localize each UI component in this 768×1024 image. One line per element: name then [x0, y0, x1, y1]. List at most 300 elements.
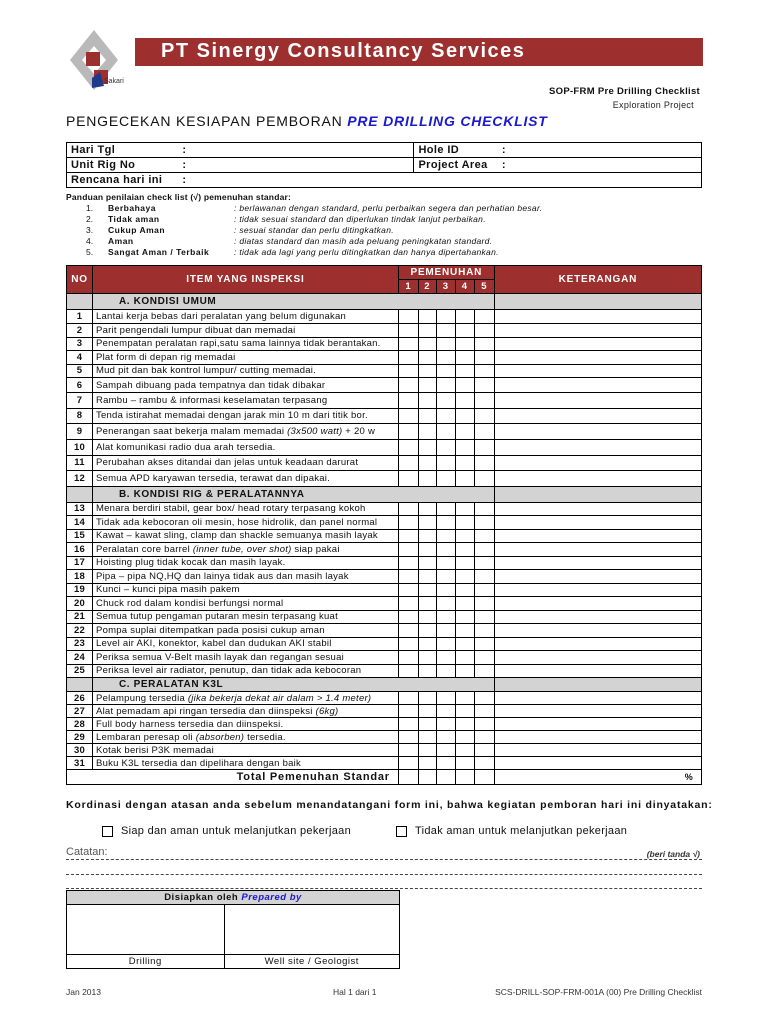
score-cell-2[interactable]: [418, 624, 436, 638]
total-score-1[interactable]: [398, 770, 418, 785]
section-title: C. PERALATAN K3L: [92, 678, 494, 692]
score-cell-5[interactable]: [474, 664, 494, 678]
page-title: [66, 113, 548, 129]
item-text: Penempatan peralatan rapi,satu sama lainnya tidak berantakan.: [95, 338, 381, 350]
table-row: [67, 516, 702, 530]
inspection-item: [92, 455, 398, 471]
inspection-item: [92, 624, 398, 638]
keterangan-cell[interactable]: [494, 597, 701, 611]
beri-tanda-note: (beri tanda √): [646, 849, 700, 859]
score-cell-2[interactable]: [418, 324, 436, 338]
sign-drilling-label: Drilling: [67, 955, 225, 969]
score-cell-5[interactable]: [474, 610, 494, 624]
keterangan-cell[interactable]: [494, 570, 701, 584]
inspection-item: [92, 351, 398, 365]
hole-id-label: Hole ID: [414, 143, 498, 158]
score-cell-1[interactable]: [398, 664, 418, 678]
guide-label: Cukup Aman: [108, 225, 166, 235]
table-row: [67, 502, 702, 516]
score-cell-3[interactable]: [436, 570, 455, 584]
score-cell-2[interactable]: [418, 471, 436, 487]
score-cell-1[interactable]: [398, 597, 418, 611]
inspection-item: [92, 364, 398, 378]
guide-desc: : sesuai standar dan perlu ditingkatkan.: [234, 225, 394, 235]
score-cell-5[interactable]: [474, 651, 494, 665]
score-cell-4[interactable]: [455, 393, 474, 409]
item-text: Kunci – kunci pipa masih pakem: [95, 584, 240, 596]
score-cell-1[interactable]: [398, 637, 418, 651]
score-cell-2[interactable]: [418, 637, 436, 651]
score-cell-1[interactable]: [398, 705, 418, 718]
score-cell-4[interactable]: [455, 408, 474, 424]
guide-row: [66, 203, 706, 214]
table-row: [67, 408, 702, 424]
score-cell-3[interactable]: [436, 364, 455, 378]
score-cell-1[interactable]: [398, 744, 418, 757]
option-not-ready[interactable]: [396, 825, 627, 837]
total-score-2[interactable]: [418, 770, 436, 785]
item-text: Mud pit dan bak kontrol lumpur/ cutting memadai.: [95, 365, 317, 377]
score-cell-2[interactable]: [418, 731, 436, 744]
score-cell-3[interactable]: [436, 337, 455, 351]
table-row: [67, 310, 702, 324]
keterangan-cell[interactable]: [494, 364, 701, 378]
score-cell-1[interactable]: [398, 516, 418, 530]
total-score-3[interactable]: [436, 770, 455, 785]
keterangan-cell[interactable]: [494, 731, 701, 744]
row-number: 3: [67, 337, 93, 351]
guide-label: Aman: [108, 236, 134, 246]
catatan-line-3[interactable]: [66, 888, 702, 889]
score-cell-2[interactable]: [418, 424, 436, 440]
score-header-5: 5: [474, 280, 494, 294]
score-cell-4[interactable]: [455, 692, 474, 705]
item-text: Semua APD karyawan tersedia, terawat dan dipakai.: [95, 472, 331, 484]
score-cell-5[interactable]: [474, 324, 494, 338]
score-cell-2[interactable]: [418, 364, 436, 378]
row-number: 1: [67, 310, 93, 324]
score-cell-1[interactable]: [398, 324, 418, 338]
score-cell-3[interactable]: [436, 529, 455, 543]
keterangan-cell[interactable]: [494, 502, 701, 516]
score-cell-5[interactable]: [474, 364, 494, 378]
item-text: Pelampung tersedia: [95, 692, 188, 704]
score-cell-2[interactable]: [418, 502, 436, 516]
inspection-item: [92, 337, 398, 351]
score-cell-2[interactable]: [418, 408, 436, 424]
inspection-item: [92, 610, 398, 624]
company-banner: [135, 38, 703, 66]
score-cell-3[interactable]: [436, 408, 455, 424]
score-cell-3[interactable]: [436, 664, 455, 678]
score-cell-5[interactable]: [474, 529, 494, 543]
score-cell-4[interactable]: [455, 516, 474, 530]
keterangan-cell[interactable]: [494, 705, 701, 718]
score-cell-4[interactable]: [455, 543, 474, 557]
score-cell-3[interactable]: [436, 324, 455, 338]
inspection-item: [92, 757, 398, 770]
score-cell-1[interactable]: [398, 351, 418, 365]
row-number: 4: [67, 351, 93, 365]
score-cell-5[interactable]: [474, 516, 494, 530]
score-cell-3[interactable]: [436, 424, 455, 440]
section-keterangan-cell: [494, 678, 701, 692]
score-cell-4[interactable]: [455, 664, 474, 678]
score-cell-3[interactable]: [436, 744, 455, 757]
score-cell-4[interactable]: [455, 529, 474, 543]
table-row: [67, 718, 702, 731]
score-cell-1[interactable]: [398, 424, 418, 440]
score-cell-4[interactable]: [455, 637, 474, 651]
score-cell-2[interactable]: [418, 529, 436, 543]
score-cell-1[interactable]: [398, 440, 418, 456]
score-cell-1[interactable]: [398, 364, 418, 378]
score-cell-1[interactable]: [398, 393, 418, 409]
score-cell-1[interactable]: [398, 310, 418, 324]
score-cell-2[interactable]: [418, 705, 436, 718]
score-cell-2[interactable]: [418, 583, 436, 597]
score-cell-3[interactable]: [436, 692, 455, 705]
score-cell-2[interactable]: [418, 543, 436, 557]
not-ready-checkbox[interactable]: [396, 826, 407, 837]
score-cell-3[interactable]: [436, 440, 455, 456]
score-cell-5[interactable]: [474, 543, 494, 557]
score-cell-4[interactable]: [455, 624, 474, 638]
score-cell-5[interactable]: [474, 731, 494, 744]
score-cell-3[interactable]: [436, 455, 455, 471]
score-cell-3[interactable]: [436, 624, 455, 638]
sign-geologist-label: Well site / Geologist: [224, 955, 400, 969]
section-no-cell: [67, 486, 93, 502]
rencana-label: Rencana hari ini: [67, 173, 179, 188]
company-name: PT Sinergy Consultancy Services: [161, 40, 526, 62]
score-cell-1[interactable]: [398, 337, 418, 351]
catatan-line-2[interactable]: [66, 874, 702, 875]
section-no-cell: [67, 678, 93, 692]
score-cell-3[interactable]: [436, 757, 455, 770]
hari-tgl-field[interactable]: :: [178, 143, 414, 158]
keterangan-cell[interactable]: [494, 637, 701, 651]
score-cell-5[interactable]: [474, 310, 494, 324]
score-cell-3[interactable]: [436, 378, 455, 393]
score-cell-2[interactable]: [418, 455, 436, 471]
score-cell-5[interactable]: [474, 378, 494, 393]
keterangan-cell[interactable]: [494, 583, 701, 597]
row-number: 13: [67, 502, 93, 516]
score-cell-1[interactable]: [398, 556, 418, 570]
score-cell-3[interactable]: [436, 351, 455, 365]
keterangan-cell[interactable]: [494, 718, 701, 731]
inspection-item: [92, 637, 398, 651]
score-cell-3[interactable]: [436, 471, 455, 487]
score-cell-1[interactable]: [398, 692, 418, 705]
score-cell-2[interactable]: [418, 440, 436, 456]
keterangan-cell[interactable]: [494, 529, 701, 543]
score-cell-5[interactable]: [474, 692, 494, 705]
keterangan-cell[interactable]: [494, 757, 701, 770]
guide-title: Panduan penilaian check list (√) pemenuhan standar:: [66, 192, 292, 202]
project-area-field[interactable]: :: [498, 158, 702, 173]
hole-id-field[interactable]: :: [498, 143, 702, 158]
table-row: [67, 692, 702, 705]
unit-rig-field[interactable]: :: [178, 158, 414, 173]
keterangan-cell[interactable]: [494, 692, 701, 705]
score-cell-5[interactable]: [474, 705, 494, 718]
score-cell-1[interactable]: [398, 651, 418, 665]
coordination-statement: Kordinasi dengan atasan anda sebelum menandatangani form ini, bahwa kegiatan pemboran hari ini dinyatakan:: [66, 799, 713, 811]
score-cell-1[interactable]: [398, 471, 418, 487]
score-cell-5[interactable]: [474, 757, 494, 770]
keterangan-cell[interactable]: [494, 378, 701, 393]
item-text: Full body harness tersedia dan diinspeksi.: [95, 718, 284, 730]
score-cell-3[interactable]: [436, 731, 455, 744]
score-cell-2[interactable]: [418, 692, 436, 705]
score-cell-2[interactable]: [418, 393, 436, 409]
table-row: [67, 324, 702, 338]
score-cell-2[interactable]: [418, 570, 436, 584]
score-cell-5[interactable]: [474, 556, 494, 570]
score-cell-2[interactable]: [418, 556, 436, 570]
score-cell-2[interactable]: [418, 744, 436, 757]
score-cell-1[interactable]: [398, 408, 418, 424]
score-cell-2[interactable]: [418, 597, 436, 611]
score-cell-5[interactable]: [474, 337, 494, 351]
score-cell-2[interactable]: [418, 351, 436, 365]
rencana-field[interactable]: :: [178, 173, 701, 188]
inspection-item: [92, 651, 398, 665]
info-table: [66, 142, 702, 188]
col-keterangan-header: KETERANGAN: [494, 266, 701, 294]
score-cell-4[interactable]: [455, 597, 474, 611]
inspection-item: [92, 597, 398, 611]
score-cell-5[interactable]: [474, 393, 494, 409]
item-text: Penerangan saat bekerja malam memadai: [95, 426, 288, 437]
row-number: 14: [67, 516, 93, 530]
score-cell-4[interactable]: [455, 455, 474, 471]
score-cell-4[interactable]: [455, 718, 474, 731]
score-cell-3[interactable]: [436, 651, 455, 665]
score-cell-1[interactable]: [398, 731, 418, 744]
row-number: 2: [67, 324, 93, 338]
guide-num: 1.: [86, 203, 94, 213]
keterangan-cell[interactable]: [494, 744, 701, 757]
option-not-ready-label: Tidak aman untuk melanjutkan pekerjaan: [415, 825, 628, 837]
item-text: Lembaran peresap oli: [95, 731, 196, 743]
score-cell-4[interactable]: [455, 651, 474, 665]
keterangan-cell[interactable]: [494, 351, 701, 365]
score-cell-3[interactable]: [436, 516, 455, 530]
score-cell-4[interactable]: [455, 424, 474, 440]
total-score-4[interactable]: [455, 770, 474, 785]
score-cell-3[interactable]: [436, 310, 455, 324]
score-cell-2[interactable]: [418, 337, 436, 351]
score-cell-3[interactable]: [436, 543, 455, 557]
keterangan-cell[interactable]: [494, 664, 701, 678]
score-cell-5[interactable]: [474, 502, 494, 516]
inspection-item: [92, 378, 398, 393]
score-cell-2[interactable]: [418, 651, 436, 665]
option-ready[interactable]: [102, 825, 351, 837]
score-cell-3[interactable]: [436, 718, 455, 731]
section-title: A. KONDISI UMUM: [92, 294, 494, 310]
score-cell-4[interactable]: [455, 364, 474, 378]
score-cell-2[interactable]: [418, 718, 436, 731]
guide-desc: : tidak ada lagi yang perlu ditingkatkan dan hanya dipertahankan.: [234, 247, 499, 257]
score-cell-4[interactable]: [455, 570, 474, 584]
item-text: Pipa – pipa NQ,HQ dan lainya tidak aus dan masih layak: [95, 570, 349, 582]
score-header-1: 1: [398, 280, 418, 294]
score-cell-5[interactable]: [474, 624, 494, 638]
keterangan-cell[interactable]: [494, 455, 701, 471]
score-cell-4[interactable]: [455, 556, 474, 570]
score-cell-4[interactable]: [455, 440, 474, 456]
score-cell-5[interactable]: [474, 718, 494, 731]
score-cell-5[interactable]: [474, 424, 494, 440]
total-score-5[interactable]: [474, 770, 494, 785]
keterangan-cell[interactable]: [494, 651, 701, 665]
score-cell-4[interactable]: [455, 310, 474, 324]
score-cell-4[interactable]: [455, 378, 474, 393]
score-cell-4[interactable]: [455, 757, 474, 770]
score-cell-1[interactable]: [398, 529, 418, 543]
keterangan-cell[interactable]: [494, 543, 701, 557]
table-row: [67, 471, 702, 487]
item-text: Chuck rod dalam kondisi berfungsi normal: [95, 597, 284, 609]
keterangan-cell[interactable]: [494, 610, 701, 624]
score-cell-4[interactable]: [455, 471, 474, 487]
keterangan-cell[interactable]: [494, 337, 701, 351]
score-cell-3[interactable]: [436, 556, 455, 570]
score-cell-5[interactable]: [474, 744, 494, 757]
hari-tgl-label: Hari Tgl: [67, 143, 179, 158]
ready-checkbox[interactable]: [102, 826, 113, 837]
guide-label: Sangat Aman / Terbaik: [108, 247, 210, 257]
signature-table: [66, 890, 400, 969]
item-italic: (6kg): [315, 705, 339, 717]
score-cell-3[interactable]: [436, 610, 455, 624]
score-cell-1[interactable]: [398, 624, 418, 638]
score-cell-1[interactable]: [398, 543, 418, 557]
score-cell-4[interactable]: [455, 502, 474, 516]
title-accent: PRE DRILLING CHECKLIST: [347, 113, 548, 129]
inspection-item: [92, 718, 398, 731]
scoring-guide: [66, 192, 706, 258]
keterangan-cell[interactable]: [494, 324, 701, 338]
item-text: Periksa semua V-Belt masih layak dan regangan sesuai: [95, 651, 344, 663]
score-cell-4[interactable]: [455, 351, 474, 365]
guide-row: [66, 247, 706, 258]
score-cell-5[interactable]: [474, 583, 494, 597]
score-cell-3[interactable]: [436, 393, 455, 409]
score-cell-1[interactable]: [398, 718, 418, 731]
keterangan-cell[interactable]: [494, 516, 701, 530]
score-cell-2[interactable]: [418, 378, 436, 393]
score-cell-2[interactable]: [418, 757, 436, 770]
unit-rig-label: Unit Rig No: [67, 158, 179, 173]
drilling-signature-area[interactable]: [67, 905, 225, 955]
inspection-item: [92, 543, 398, 557]
item-text: Peralatan core barrel: [95, 543, 193, 555]
score-cell-2[interactable]: [418, 664, 436, 678]
score-cell-2[interactable]: [418, 310, 436, 324]
guide-num: 2.: [86, 214, 94, 224]
score-cell-3[interactable]: [436, 705, 455, 718]
score-cell-4[interactable]: [455, 731, 474, 744]
row-number: 6: [67, 378, 93, 393]
score-cell-5[interactable]: [474, 471, 494, 487]
score-cell-4[interactable]: [455, 324, 474, 338]
keterangan-cell[interactable]: [494, 624, 701, 638]
score-cell-4[interactable]: [455, 610, 474, 624]
score-cell-3[interactable]: [436, 583, 455, 597]
score-cell-2[interactable]: [418, 610, 436, 624]
keterangan-cell[interactable]: [494, 393, 701, 409]
score-cell-5[interactable]: [474, 351, 494, 365]
item-italic: (inner tube, over shot): [192, 543, 292, 555]
keterangan-cell[interactable]: [494, 310, 701, 324]
row-number: 18: [67, 570, 93, 584]
row-number: 8: [67, 408, 93, 424]
score-cell-1[interactable]: [398, 378, 418, 393]
score-cell-1[interactable]: [398, 610, 418, 624]
score-cell-1[interactable]: [398, 583, 418, 597]
geologist-signature-area[interactable]: [224, 905, 400, 955]
keterangan-cell[interactable]: [494, 424, 701, 440]
score-cell-5[interactable]: [474, 637, 494, 651]
prepared-by-header: [67, 891, 400, 905]
score-cell-2[interactable]: [418, 516, 436, 530]
score-cell-1[interactable]: [398, 455, 418, 471]
row-number: 29: [67, 731, 93, 744]
table-row: [67, 597, 702, 611]
keterangan-cell[interactable]: [494, 556, 701, 570]
prepared-label: Disiapkan oleh: [164, 892, 239, 903]
keterangan-cell[interactable]: [494, 408, 701, 424]
table-row: [67, 583, 702, 597]
score-cell-4[interactable]: [455, 583, 474, 597]
row-number: 22: [67, 624, 93, 638]
inspection-item: [92, 516, 398, 530]
item-text: Level air AKI, konektor, kabel dan dudukan AKI stabil: [95, 638, 332, 650]
score-cell-5[interactable]: [474, 570, 494, 584]
score-cell-5[interactable]: [474, 455, 494, 471]
score-cell-3[interactable]: [436, 637, 455, 651]
table-row: [67, 610, 702, 624]
score-cell-1[interactable]: [398, 570, 418, 584]
score-cell-4[interactable]: [455, 705, 474, 718]
score-cell-5[interactable]: [474, 440, 494, 456]
score-cell-3[interactable]: [436, 502, 455, 516]
score-cell-1[interactable]: [398, 502, 418, 516]
item-italic: (3x500 watt): [287, 426, 343, 437]
score-cell-5[interactable]: [474, 408, 494, 424]
score-cell-1[interactable]: [398, 757, 418, 770]
score-cell-3[interactable]: [436, 597, 455, 611]
score-cell-4[interactable]: [455, 744, 474, 757]
score-cell-4[interactable]: [455, 337, 474, 351]
catatan-line-1[interactable]: [66, 859, 702, 860]
prepared-label-en: Prepared by: [241, 892, 302, 903]
item-italic: (absorben): [195, 731, 245, 743]
item-after: siap pakai: [291, 543, 340, 555]
item-text: Rambu – rambu & informasi keselamatan terpasang: [95, 394, 328, 406]
keterangan-cell[interactable]: [494, 471, 701, 487]
keterangan-cell[interactable]: [494, 440, 701, 456]
footer-page: Hal 1 dari 1: [333, 987, 377, 997]
score-cell-5[interactable]: [474, 597, 494, 611]
item-text: Parit pengendali lumpur dibuat dan memadai: [95, 324, 296, 336]
guide-label: Tidak aman: [108, 214, 160, 224]
